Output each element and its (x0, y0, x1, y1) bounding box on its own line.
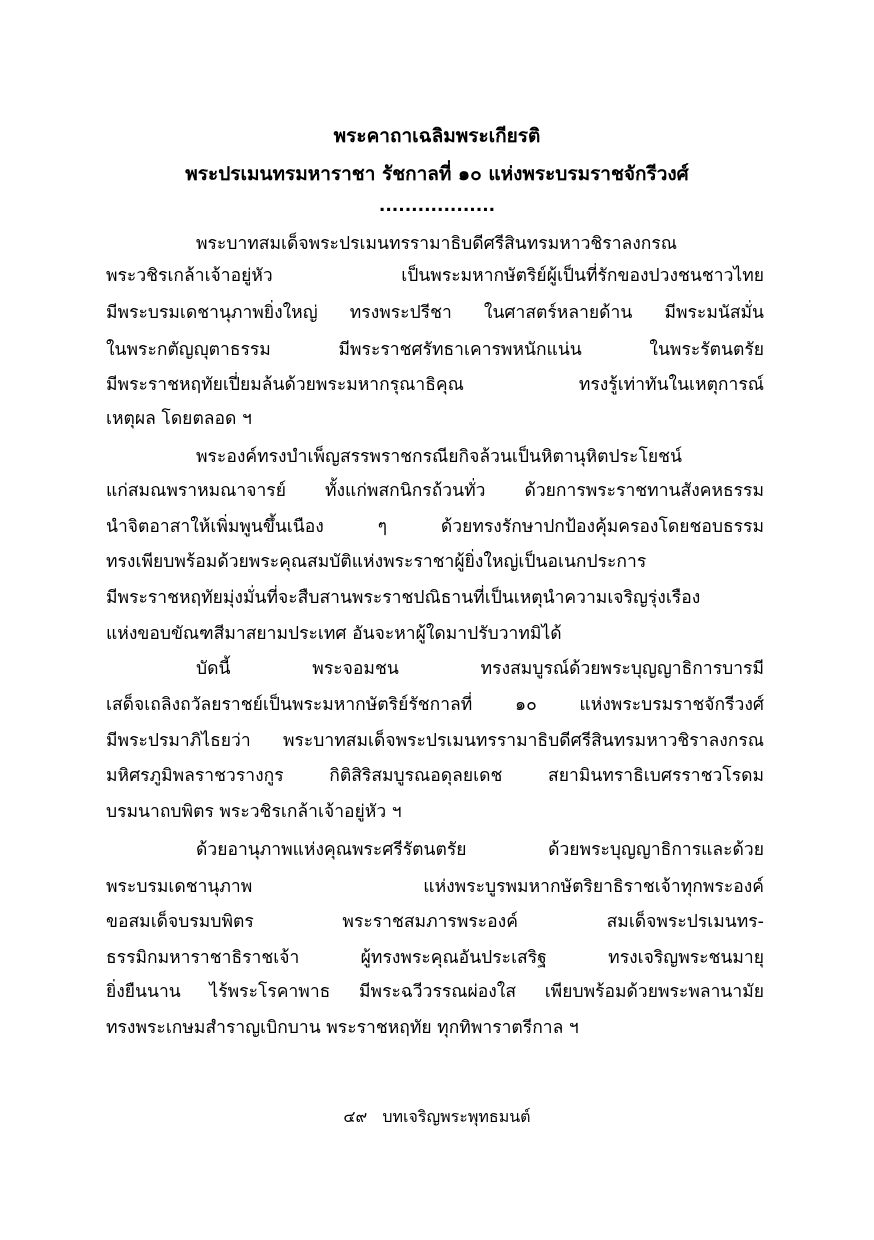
paragraph-line: นำจิตอาสาให้เพิ่มพูนขึ้นเนือง ๆ ด้วยทรงรักษาปกป้องคุ้มครองโดยชอบธรรม (106, 517, 764, 537)
paragraph-line: ธรรมิกมหาราชาธิราชเจ้า ผู้ทรงพระคุณอันประเสริฐ ทรงเจริญพระชนมายุ (106, 948, 764, 968)
paragraph-line: บัดนี้ พระจอมชน ทรงสมบูรณ์ด้วยพระบุญญาธิการบารมี (196, 659, 764, 679)
paragraph-line: ในพระกตัญญุตาธรรม มีพระราชศรัทธาเคารพหนักแน่น ในพระรัตนตรัย (106, 340, 764, 360)
page-number: ๔๙ (343, 1107, 368, 1126)
paragraph-line: มีพระบรมเดชานุภาพยิ่งใหญ่ ทรงพระปรีชา ในศาสตร์หลายด้าน มีพระมนัสมั่น (106, 303, 764, 323)
paragraph-line: ทรงพระเกษมสำราญเบิกบาน พระราชหฤทัย ทุกทิพาราตรีกาล ฯ (106, 1018, 579, 1038)
paragraph-line: มหิศรภูมิพลราชวรางกูร กิติสิริสมบูรณอดุลยเดช สยามินทราธิเบศรราชวโรดม (106, 766, 764, 786)
paragraph-line: ด้วยอานุภาพแห่งคุณพระศรีรัตนตรัย ด้วยพระบุญญาธิการและด้วย (196, 840, 764, 860)
page-footer (0, 1102, 874, 1132)
paragraph-line: มีพระราชหฤทัยเปี่ยมล้นด้วยพระมหากรุณาธิคุณ ทรงรู้เท่าทันในเหตุการณ์ (106, 375, 764, 395)
title-separator: .................. (378, 196, 496, 216)
book-title: บทเจริญพระพุทธมนต์ (382, 1107, 531, 1126)
document-subtitle: พระปรเมนทรมหาราชา รัชกาลที่ ๑๐ แห่งพระบรมราชจักรีวงศ์ (185, 163, 689, 185)
paragraph-line: เหตุผล โดยตลอด ฯ (106, 409, 252, 429)
paragraph-line: มีพระราชหฤทัยมุ่งมั่นที่จะสืบสานพระราชปณิธานที่เป็นเหตุนำความเจริญรุ่งเรือง (106, 588, 701, 608)
paragraph-line: ขอสมเด็จบรมบพิตร พระราชสมภารพระองค์ สมเด็จพระปรเมนทร- (106, 912, 764, 932)
paragraph-line: พระวชิรเกล้าเจ้าอยู่หัว เป็นพระมหากษัตริย์ผู้เป็นที่รักของปวงชนชาวไทย (106, 266, 764, 286)
paragraph-line: แก่สมณพราหมณาจารย์ ทั้งแก่พสกนิกรถ้วนทั่ว ด้วยการพระราชทานสังคหธรรม (106, 481, 764, 501)
paragraph-line: พระองค์ทรงบำเพ็ญสรรพราชกรณียกิจล้วนเป็นหิตานุหิตประโยชน์ (196, 447, 682, 467)
paragraph-line: พระบาทสมเด็จพระปรเมนทรรามาธิบดีศรีสินทรมหาวชิราลงกรณ (196, 234, 678, 254)
paragraph-line: แห่งขอบขัณฑสีมาสยามประเทศ อันจะหาผู้ใดมาปรับวาทมิได้ (106, 624, 562, 644)
paragraph-line: เสด็จเถลิงถวัลยราชย์เป็นพระมหากษัตริย์รัชกาลที่ ๑๐ แห่งพระบรมราชจักรีวงศ์ (106, 695, 764, 715)
paragraph-line: ทรงเพียบพร้อมด้วยพระคุณสมบัติแห่งพระราชาผู้ยิ่งใหญ่เป็นอเนกประการ (106, 552, 647, 572)
paragraph-line: พระบรมเดชานุภาพ แห่งพระบูรพมหากษัตริยาธิราชเจ้าทุกพระองค์ (106, 877, 764, 897)
paragraph-line: มีพระปรมาภิไธยว่า พระบาทสมเด็จพระปรเมนทรรามาธิบดีศรีสินทรมหาวชิราลงกรณ (106, 731, 764, 751)
document-title: พระคาถาเฉลิมพระเกียรติ (333, 125, 541, 147)
paragraph-line: ยิ่งยืนนาน ไร้พระโรคาพาธ มีพระฉวีวรรณผ่องใส เพียบพร้อมด้วยพระพลานามัย (106, 982, 764, 1002)
paragraph-line: บรมนาถบพิตร พระวชิรเกล้าเจ้าอยู่หัว ฯ (106, 802, 402, 822)
